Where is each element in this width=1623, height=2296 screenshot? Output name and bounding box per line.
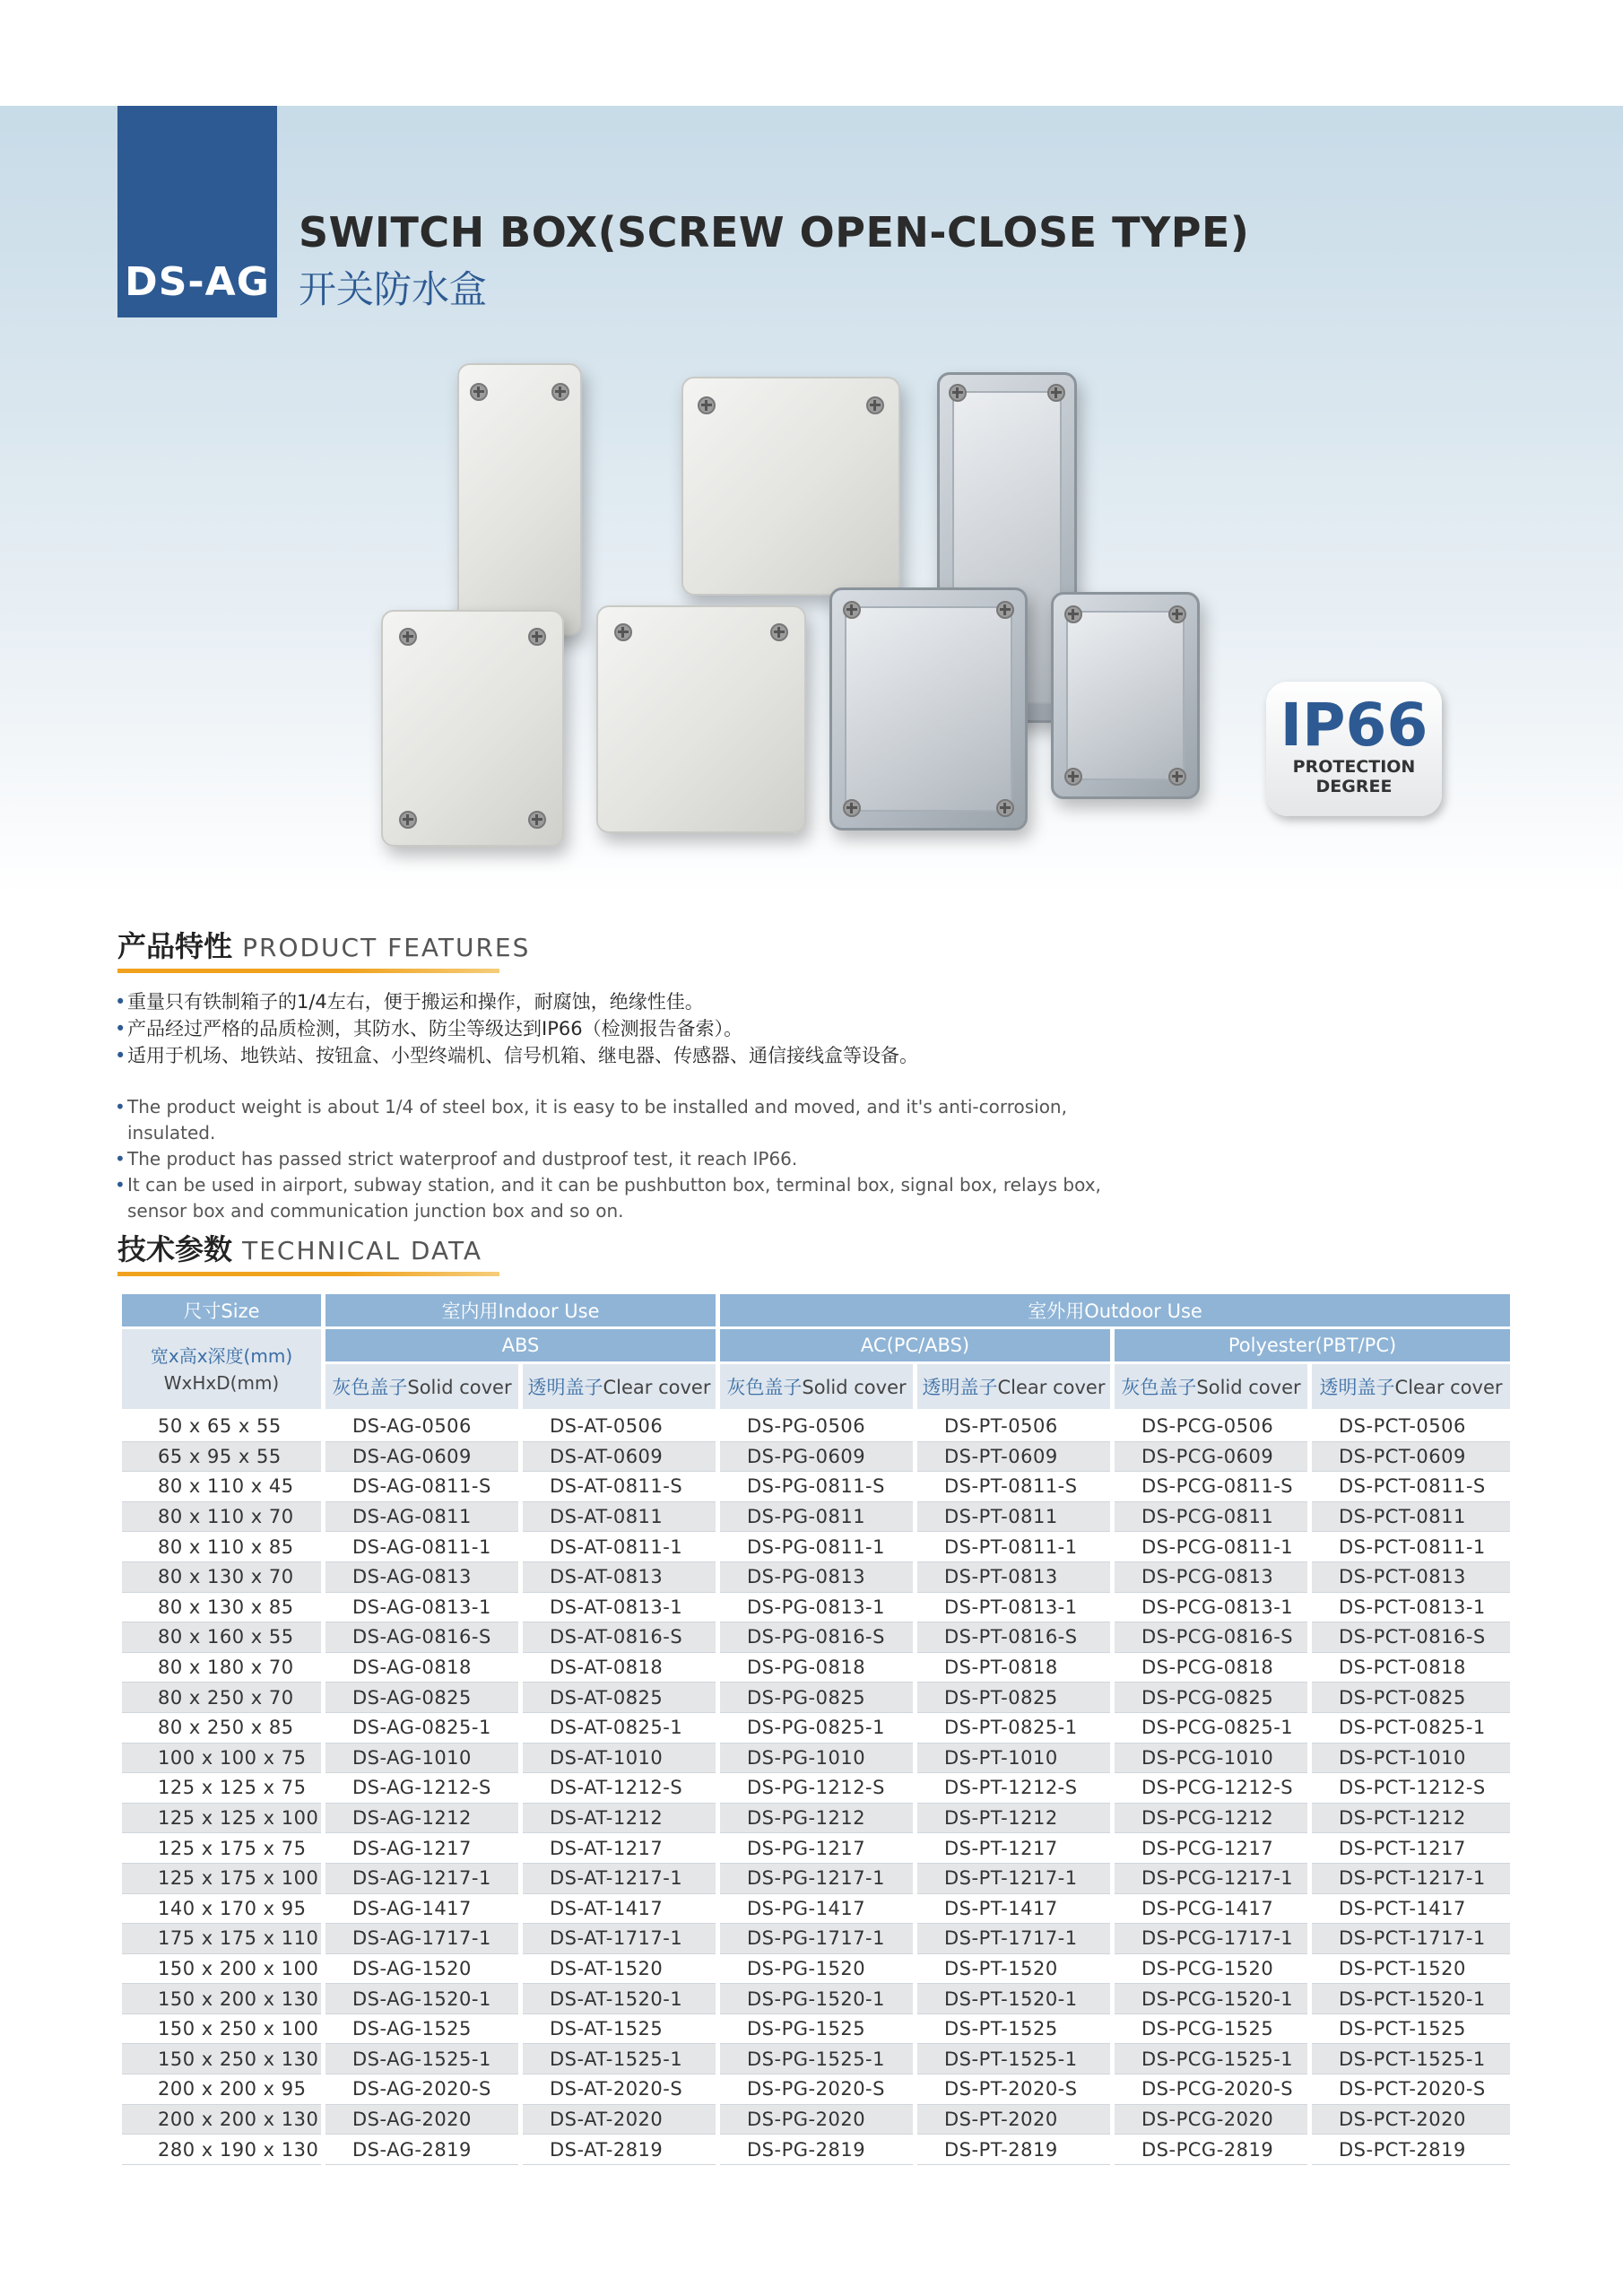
table-row: [122, 2074, 1510, 2105]
page-title-zh: 开关防水盒: [299, 267, 488, 311]
screw-icon: [770, 623, 788, 641]
poly-solid-cell: DS-PCG-2819: [1115, 2135, 1307, 2165]
ac-solid-cell: DS-PG-1212: [720, 1804, 913, 1834]
poly-solid-cell: DS-PCG-0825-1: [1115, 1713, 1307, 1744]
size-cell: 175 x 175 x 110: [122, 1924, 321, 1954]
poly-solid-cell: DS-PCG-1520-1: [1115, 1984, 1307, 2014]
table-row: [122, 1833, 1510, 1864]
small-clear-box: [1051, 592, 1200, 799]
ac-solid-cell: DS-PG-0811: [720, 1502, 913, 1533]
abs-clear-cell: DS-AT-1212: [523, 1804, 716, 1834]
abs-clear-cell: DS-AT-0816-S: [523, 1622, 716, 1653]
poly-solid-cell: DS-PCG-1717-1: [1115, 1924, 1307, 1954]
ac-solid-cell: DS-PG-0811-1: [720, 1532, 913, 1562]
poly-solid-cell: DS-PCG-1217-1: [1115, 1864, 1307, 1894]
size-cell: 200 x 200 x 130: [122, 2105, 321, 2135]
feature-item: • The product has passed strict waterproof and dustproof test, it reach IP66.: [115, 1146, 1141, 1172]
technical-data-body: [122, 1412, 1510, 2165]
poly-clear-cell: DS-PCT-1217: [1312, 1833, 1510, 1864]
abs-clear-cell: DS-AT-0825-1: [523, 1713, 716, 1744]
clear-cover-en: Clear cover: [997, 1377, 1106, 1398]
ac-solid-cell: DS-PG-0818: [720, 1653, 913, 1683]
poly-solid-cell: DS-PCG-0811: [1115, 1502, 1307, 1533]
screw-icon: [551, 383, 569, 401]
abs-clear-cell: DS-AT-2020-S: [523, 2074, 716, 2105]
size-cell: 50 x 65 x 55: [122, 1412, 321, 1442]
poly-solid-cell: DS-PCG-1525: [1115, 2014, 1307, 2045]
poly-clear-cell: DS-PCT-1520-1: [1312, 1984, 1510, 2014]
abs-clear-cell: DS-AT-0813-1: [523, 1593, 716, 1623]
ac-solid-cell: DS-PG-0811-S: [720, 1472, 913, 1502]
ac-clear-cell: DS-PT-1212-S: [917, 1773, 1110, 1804]
model-code: DS-AG: [125, 259, 270, 305]
table-row: [122, 1713, 1510, 1744]
abs-clear-cell: DS-AT-1212-S: [523, 1773, 716, 1804]
poly-solid-cell: DS-PCG-1520: [1115, 1954, 1307, 1985]
abs-header: ABS: [325, 1329, 716, 1364]
poly-solid-cell: DS-PCG-1217: [1115, 1833, 1307, 1864]
poly-clear-cell: DS-PCT-1525: [1312, 2014, 1510, 2045]
ip-label-line1: PROTECTION: [1292, 757, 1416, 777]
ac-solid-cell: DS-PG-2020-S: [720, 2074, 913, 2105]
abs-solid-cell: DS-AG-1217-1: [325, 1864, 518, 1894]
ac-clear-cell: DS-PT-0811: [917, 1502, 1110, 1533]
features-heading-zh: 产品特性: [117, 929, 233, 963]
feature-item: • 重量只有铁制箱子的1/4左右，便于搬运和操作，耐腐蚀，绝缘性佳。: [115, 988, 1280, 1015]
screw-icon: [1168, 768, 1186, 786]
clear-cover-header: [523, 1364, 716, 1412]
ac-clear-cell: DS-PT-1717-1: [917, 1924, 1110, 1954]
table-row: [122, 1744, 1510, 1774]
solid-cover-header: [720, 1364, 913, 1412]
poly-solid-cell: DS-PCG-0825: [1115, 1683, 1307, 1713]
abs-solid-cell: DS-AG-0811-S: [325, 1472, 518, 1502]
feature-item: • 适用于机场、地铁站、按钮盒、小型终端机、信号机箱、继电器、传感器、通信接线盒等设备。: [115, 1042, 1280, 1069]
abs-solid-cell: DS-AG-0816-S: [325, 1622, 518, 1653]
ac-solid-cell: DS-PG-0813-1: [720, 1593, 913, 1623]
ac-solid-cell: DS-PG-0825-1: [720, 1713, 913, 1744]
abs-clear-cell: DS-AT-1717-1: [523, 1924, 716, 1954]
abs-solid-cell: DS-AG-0818: [325, 1653, 518, 1683]
ac-clear-cell: DS-PT-2819: [917, 2135, 1110, 2165]
size-cell: 125 x 125 x 100: [122, 1804, 321, 1834]
size-cell: 80 x 180 x 70: [122, 1653, 321, 1683]
size-cell: 80 x 250 x 70: [122, 1683, 321, 1713]
table-row: [122, 1593, 1510, 1623]
poly-clear-cell: DS-PCT-0609: [1312, 1442, 1510, 1473]
solid-cover-header: [1115, 1364, 1307, 1412]
ac-solid-cell: DS-PG-1717-1: [720, 1924, 913, 1954]
ac-clear-cell: DS-PT-0506: [917, 1412, 1110, 1442]
features-underline: [117, 969, 499, 973]
ac-clear-cell: DS-PT-1525: [917, 2014, 1110, 2045]
solid-cover-en: Solid cover: [1196, 1377, 1301, 1398]
size-cell: 140 x 170 x 95: [122, 1894, 321, 1925]
table-row: [122, 1653, 1510, 1683]
ac-solid-cell: DS-PG-1010: [720, 1744, 913, 1774]
ac-solid-cell: DS-PG-1520-1: [720, 1984, 913, 2014]
ac-clear-cell: DS-PT-0825-1: [917, 1713, 1110, 1744]
screw-icon: [528, 811, 546, 829]
table-row: [122, 2044, 1510, 2074]
dimension-header-en: WxHxD(mm): [163, 1371, 280, 1394]
square-grey-box: [681, 377, 900, 596]
poly-clear-cell: DS-PCT-1212: [1312, 1804, 1510, 1834]
table-row: [122, 1412, 1510, 1442]
ac-solid-cell: DS-PG-1525: [720, 2014, 913, 2045]
abs-solid-cell: DS-AG-0811-1: [325, 1532, 518, 1562]
abs-solid-cell: DS-AG-1417: [325, 1894, 518, 1925]
screw-icon: [470, 383, 488, 401]
ip-label-line2: DEGREE: [1315, 777, 1393, 796]
poly-clear-cell: DS-PCT-0506: [1312, 1412, 1510, 1442]
screw-icon: [843, 799, 861, 817]
small-grey-box: [381, 610, 564, 847]
clear-cover: [1066, 611, 1185, 780]
ac-clear-cell: DS-PT-0813-1: [917, 1593, 1110, 1623]
size-cell: 150 x 250 x 100: [122, 2014, 321, 2045]
features-list-en: [115, 1094, 1280, 1224]
medium-grey-box: [596, 605, 806, 833]
table-row: [122, 2135, 1510, 2165]
abs-clear-cell: DS-AT-0506: [523, 1412, 716, 1442]
table-row: [122, 1804, 1510, 1834]
polyester-header: Polyester(PBT/PC): [1115, 1329, 1510, 1364]
ac-clear-cell: DS-PT-1520-1: [917, 1984, 1110, 2014]
poly-clear-cell: DS-PCT-2819: [1312, 2135, 1510, 2165]
size-cell: 280 x 190 x 130: [122, 2135, 321, 2165]
abs-clear-cell: DS-AT-0825: [523, 1683, 716, 1713]
abs-solid-cell: DS-AG-1212: [325, 1804, 518, 1834]
solid-cover-zh: 灰色盖子: [726, 1377, 803, 1398]
abs-solid-cell: DS-AG-2819: [325, 2135, 518, 2165]
features-list-zh: [115, 988, 1280, 1069]
poly-clear-cell: DS-PCT-1717-1: [1312, 1924, 1510, 1954]
feature-item: • 产品经过严格的品质检测，其防水、防尘等级达到IP66（检测报告备索）。: [115, 1015, 1280, 1042]
clear-cover-header: [1312, 1364, 1510, 1412]
poly-clear-cell: DS-PCT-0811-S: [1312, 1472, 1510, 1502]
abs-solid-cell: DS-AG-2020-S: [325, 2074, 518, 2105]
size-cell: 150 x 200 x 130: [122, 1984, 321, 2014]
clear-cover-zh: 透明盖子: [527, 1377, 603, 1398]
screw-icon: [1064, 605, 1082, 623]
ac-solid-cell: DS-PG-0609: [720, 1442, 913, 1473]
poly-clear-cell: DS-PCT-2020: [1312, 2105, 1510, 2135]
ac-solid-cell: DS-PG-0506: [720, 1412, 913, 1442]
table-row: [122, 1924, 1510, 1954]
abs-clear-cell: DS-AT-1525-1: [523, 2044, 716, 2074]
abs-solid-cell: DS-AG-1520: [325, 1954, 518, 1985]
size-cell: 150 x 250 x 130: [122, 2044, 321, 2074]
ac-solid-cell: DS-PG-1217-1: [720, 1864, 913, 1894]
poly-clear-cell: DS-PCT-2020-S: [1312, 2074, 1510, 2105]
medium-clear-box: [829, 587, 1028, 831]
abs-clear-cell: DS-AT-0818: [523, 1653, 716, 1683]
poly-clear-cell: DS-PCT-0811-1: [1312, 1532, 1510, 1562]
ac-clear-cell: DS-PT-2020: [917, 2105, 1110, 2135]
table-row: [122, 1622, 1510, 1653]
ac-solid-cell: DS-PG-0816-S: [720, 1622, 913, 1653]
abs-solid-cell: DS-AG-0813: [325, 1562, 518, 1593]
ac-clear-cell: DS-PT-0813: [917, 1562, 1110, 1593]
ac-solid-cell: DS-PG-1212-S: [720, 1773, 913, 1804]
solid-cover-header: [325, 1364, 518, 1412]
ac-solid-cell: DS-PG-1217: [720, 1833, 913, 1864]
technical-heading-en: TECHNICAL DATA: [242, 1236, 483, 1265]
size-cell: 100 x 100 x 75: [122, 1744, 321, 1774]
poly-clear-cell: DS-PCT-1520: [1312, 1954, 1510, 1985]
poly-solid-cell: DS-PCG-0813: [1115, 1562, 1307, 1593]
size-cell: 150 x 200 x 100: [122, 1954, 321, 1985]
size-cell: 80 x 110 x 70: [122, 1502, 321, 1533]
abs-clear-cell: DS-AT-1010: [523, 1744, 716, 1774]
abs-solid-cell: DS-AG-1525: [325, 2014, 518, 2045]
solid-cover-zh: 灰色盖子: [1121, 1377, 1197, 1398]
technical-underline: [117, 1272, 499, 1276]
clear-cover-header: [917, 1364, 1110, 1412]
abs-clear-cell: DS-AT-0813: [523, 1562, 716, 1593]
clear-cover-zh: 透明盖子: [922, 1377, 998, 1398]
screw-icon: [399, 811, 417, 829]
poly-clear-cell: DS-PCT-0816-S: [1312, 1622, 1510, 1653]
features-heading-en: PRODUCT FEATURES: [242, 933, 531, 962]
table-row: [122, 2014, 1510, 2045]
table-row: [122, 1984, 1510, 2014]
abs-clear-cell: DS-AT-0811: [523, 1502, 716, 1533]
model-code-block: [117, 106, 277, 317]
size-cell: 125 x 125 x 75: [122, 1773, 321, 1804]
ac-clear-cell: DS-PT-1217: [917, 1833, 1110, 1864]
feature-item: • It can be used in airport, subway station, and it can be pushbutton box, terminal box, signal box, relays box, sensor box and communication junction box and so on.: [115, 1172, 1141, 1224]
screw-icon: [1064, 768, 1082, 786]
abs-solid-cell: DS-AG-1212-S: [325, 1773, 518, 1804]
poly-clear-cell: DS-PCT-0813-1: [1312, 1593, 1510, 1623]
screw-icon: [949, 384, 967, 402]
abs-clear-cell: DS-AT-1217-1: [523, 1864, 716, 1894]
feature-item: • The product weight is about 1/4 of steel box, it is easy to be installed and moved, and it's anti-corrosion, insulated.: [115, 1094, 1141, 1146]
poly-clear-cell: DS-PCT-0811: [1312, 1502, 1510, 1533]
poly-clear-cell: DS-PCT-0825-1: [1312, 1713, 1510, 1744]
poly-solid-cell: DS-PCG-2020-S: [1115, 2074, 1307, 2105]
poly-solid-cell: DS-PCG-0813-1: [1115, 1593, 1307, 1623]
abs-clear-cell: DS-AT-0811-1: [523, 1532, 716, 1562]
size-cell: 65 x 95 x 55: [122, 1442, 321, 1473]
ac-clear-cell: DS-PT-1417: [917, 1894, 1110, 1925]
poly-solid-cell: DS-PCG-1525-1: [1115, 2044, 1307, 2074]
size-cell: 125 x 175 x 75: [122, 1833, 321, 1864]
ac-solid-cell: DS-PG-2020: [720, 2105, 913, 2135]
ac-clear-cell: DS-PT-0811-S: [917, 1472, 1110, 1502]
ac-solid-cell: DS-PG-0813: [720, 1562, 913, 1593]
size-cell: 80 x 130 x 70: [122, 1562, 321, 1593]
screw-icon: [843, 601, 861, 619]
abs-solid-cell: DS-AG-0813-1: [325, 1593, 518, 1623]
table-row: [122, 1954, 1510, 1985]
abs-solid-cell: DS-AG-2020: [325, 2105, 518, 2135]
poly-solid-cell: DS-PCG-0816-S: [1115, 1622, 1307, 1653]
abs-solid-cell: DS-AG-0825: [325, 1683, 518, 1713]
abs-solid-cell: DS-AG-1010: [325, 1744, 518, 1774]
poly-clear-cell: DS-PCT-0813: [1312, 1562, 1510, 1593]
table-row: [122, 2105, 1510, 2135]
poly-clear-cell: DS-PCT-1010: [1312, 1744, 1510, 1774]
size-cell: 80 x 250 x 85: [122, 1713, 321, 1744]
size-cell: 80 x 110 x 85: [122, 1532, 321, 1562]
table-row: [122, 1773, 1510, 1804]
abs-clear-cell: DS-AT-2819: [523, 2135, 716, 2165]
poly-solid-cell: DS-PCG-1212-S: [1115, 1773, 1307, 1804]
poly-solid-cell: DS-PCG-0609: [1115, 1442, 1307, 1473]
outdoor-header: 室外用Outdoor Use: [720, 1294, 1510, 1329]
size-cell: 80 x 110 x 45: [122, 1472, 321, 1502]
size-cell: 125 x 175 x 100: [122, 1864, 321, 1894]
screw-icon: [614, 623, 632, 641]
size-cell: 200 x 200 x 95: [122, 2074, 321, 2105]
ac-clear-cell: DS-PT-1217-1: [917, 1864, 1110, 1894]
size-cell: 80 x 160 x 55: [122, 1622, 321, 1653]
abs-clear-cell: DS-AT-0609: [523, 1442, 716, 1473]
abs-clear-cell: DS-AT-1217: [523, 1833, 716, 1864]
ac-clear-cell: DS-PT-1212: [917, 1804, 1110, 1834]
abs-clear-cell: DS-AT-1525: [523, 2014, 716, 2045]
ac-clear-cell: DS-PT-0811-1: [917, 1532, 1110, 1562]
table-row: [122, 1864, 1510, 1894]
technical-data-table: [117, 1294, 1515, 2165]
abs-solid-cell: DS-AG-0609: [325, 1442, 518, 1473]
poly-clear-cell: DS-PCT-1417: [1312, 1894, 1510, 1925]
abs-clear-cell: DS-AT-1417: [523, 1894, 716, 1925]
features-heading: [117, 924, 530, 965]
ac-clear-cell: DS-PT-0816-S: [917, 1622, 1110, 1653]
clear-cover-zh: 透明盖子: [1319, 1377, 1395, 1398]
screw-icon: [866, 396, 884, 414]
poly-clear-cell: DS-PCT-1217-1: [1312, 1864, 1510, 1894]
abs-solid-cell: DS-AG-1520-1: [325, 1984, 518, 2014]
abs-solid-cell: DS-AG-1525-1: [325, 2044, 518, 2074]
poly-solid-cell: DS-PCG-2020: [1115, 2105, 1307, 2135]
poly-solid-cell: DS-PCG-1010: [1115, 1744, 1307, 1774]
poly-clear-cell: DS-PCT-0825: [1312, 1683, 1510, 1713]
abs-clear-cell: DS-AT-0811-S: [523, 1472, 716, 1502]
abs-solid-cell: DS-AG-0825-1: [325, 1713, 518, 1744]
product-photo: [377, 354, 1219, 857]
poly-solid-cell: DS-PCG-0506: [1115, 1412, 1307, 1442]
poly-clear-cell: DS-PCT-1525-1: [1312, 2044, 1510, 2074]
screw-icon: [399, 628, 417, 646]
abs-solid-cell: DS-AG-0811: [325, 1502, 518, 1533]
indoor-header: 室内用Indoor Use: [325, 1294, 716, 1329]
poly-solid-cell: DS-PCG-1417: [1115, 1894, 1307, 1925]
ac-clear-cell: DS-PT-1520: [917, 1954, 1110, 1985]
screw-icon: [996, 601, 1014, 619]
table-row: [122, 1894, 1510, 1925]
screw-icon: [698, 396, 716, 414]
ac-solid-cell: DS-PG-1520: [720, 1954, 913, 1985]
ac-clear-cell: DS-PT-1525-1: [917, 2044, 1110, 2074]
ip66-badge: [1266, 682, 1442, 816]
poly-clear-cell: DS-PCT-0818: [1312, 1653, 1510, 1683]
screw-icon: [1168, 605, 1186, 623]
ac-clear-cell: DS-PT-0825: [917, 1683, 1110, 1713]
abs-solid-cell: DS-AG-1717-1: [325, 1924, 518, 1954]
ac-header: AC(PC/ABS): [720, 1329, 1110, 1364]
table-row: [122, 1683, 1510, 1713]
abs-clear-cell: DS-AT-1520: [523, 1954, 716, 1985]
technical-heading-zh: 技术参数: [117, 1232, 233, 1266]
abs-solid-cell: DS-AG-0506: [325, 1412, 518, 1442]
technical-heading: [117, 1227, 482, 1268]
table-row: [122, 1502, 1510, 1533]
tall-grey-box: [457, 363, 582, 636]
solid-cover-en: Solid cover: [802, 1377, 907, 1398]
abs-clear-cell: DS-AT-2020: [523, 2105, 716, 2135]
dimension-header: [122, 1329, 321, 1412]
poly-solid-cell: DS-PCG-0811-S: [1115, 1472, 1307, 1502]
solid-cover-zh: 灰色盖子: [332, 1377, 408, 1398]
table-row: [122, 1472, 1510, 1502]
screw-icon: [528, 628, 546, 646]
ip-rating: IP66: [1280, 691, 1428, 760]
ac-solid-cell: DS-PG-1417: [720, 1894, 913, 1925]
poly-solid-cell: DS-PCG-0818: [1115, 1653, 1307, 1683]
ac-clear-cell: DS-PT-2020-S: [917, 2074, 1110, 2105]
size-cell: 80 x 130 x 85: [122, 1593, 321, 1623]
abs-solid-cell: DS-AG-1217: [325, 1833, 518, 1864]
ac-solid-cell: DS-PG-2819: [720, 2135, 913, 2165]
screw-icon: [996, 799, 1014, 817]
screw-icon: [1047, 384, 1065, 402]
ac-solid-cell: DS-PG-0825: [720, 1683, 913, 1713]
dimension-header-zh: 宽x高x深度(mm): [150, 1344, 293, 1367]
table-row: [122, 1532, 1510, 1562]
size-header: 尺寸Size: [122, 1294, 321, 1329]
table-row: [122, 1562, 1510, 1593]
abs-clear-cell: DS-AT-1520-1: [523, 1984, 716, 2014]
solid-cover-en: Solid cover: [407, 1377, 512, 1398]
ac-solid-cell: DS-PG-1525-1: [720, 2044, 913, 2074]
poly-solid-cell: DS-PCG-0811-1: [1115, 1532, 1307, 1562]
clear-cover: [845, 606, 1012, 812]
page-title: SWITCH BOX(SCREW OPEN-CLOSE TYPE): [299, 208, 1250, 257]
clear-cover-en: Clear cover: [603, 1377, 711, 1398]
poly-solid-cell: DS-PCG-1212: [1115, 1804, 1307, 1834]
clear-cover-en: Clear cover: [1394, 1377, 1503, 1398]
ac-clear-cell: DS-PT-1010: [917, 1744, 1110, 1774]
poly-clear-cell: DS-PCT-1212-S: [1312, 1773, 1510, 1804]
ac-clear-cell: DS-PT-0609: [917, 1442, 1110, 1473]
table-row: [122, 1442, 1510, 1473]
ac-clear-cell: DS-PT-0818: [917, 1653, 1110, 1683]
